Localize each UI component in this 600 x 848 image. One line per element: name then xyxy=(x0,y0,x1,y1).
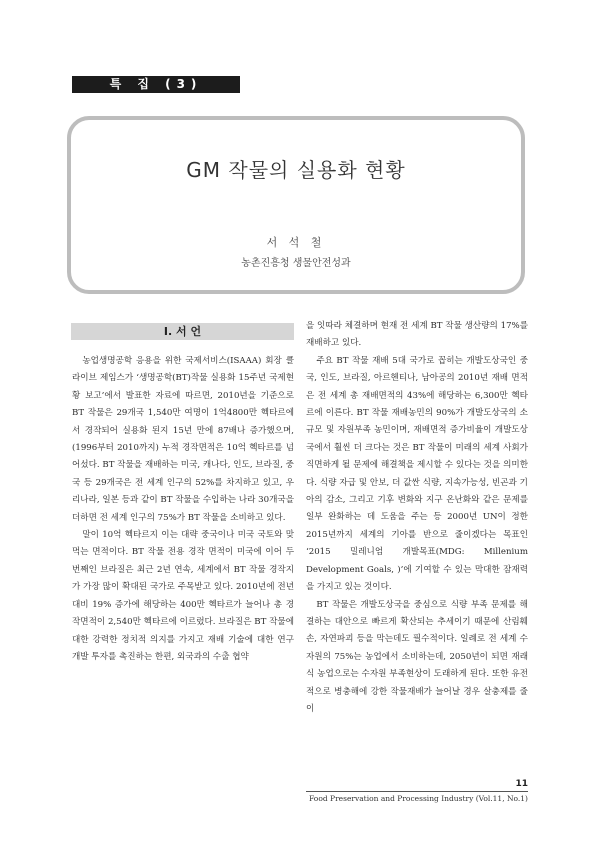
paragraph: 주요 BT 작물 재배 5대 국가로 꼽히는 개발도상국인 중국, 인도, 브라질, 아르헨티나, 남아공의 2010년 재배 면적은 전 세계 총 재배면적의 43%에 해당하는 6,300만 헥타르에 이른다. BT 작물 재배농민의 90%가 개발도상국의 소규모 및 자원부족 농민이며, 재배면적 증가비율이 개발도상국에서 훨씬 더 크다는 것은 BT 작물이 미래의 세계 사회가 직면하게 될 문제에 해결책을 제시할 수 있다는 것을 의미한다. 식량 자급 및 안보, 더 값싼 식량, 지속가능성, 빈곤과 기아의 감소, 그리고 기후 변화와 지구 온난화와 같은 문제를 일부 완화하는 데 도움을 주는 등 2000년 UN이 정한 2015년까지 세계의 기아를 반으로 줄이겠다는 목표인 ‘2015 밀레니엄 개발목표(MDG: Millenium Development Goals, )’에 기여할 수 있는 막대한 잠재력을 가지고 있는 것이다. xyxy=(306,355,528,593)
article-title: GM 작물의 실용화 현황 xyxy=(186,158,406,182)
paragraph: BT 작물은 개발도상국을 중심으로 식량 부족 문제를 해결하는 대안으로 빠르게 확산되는 추세이기 때문에 산림훼손, 자연파괴 등을 막는데도 필수적이다. 일례로 전 세계 수자원의 75%는 농업에서 소비하는데, 2050년이 되면 재래식 농업으로는 수자원 부족현상이 도래하게 된다. 또한 유전적으로 병충해에 강한 작물재배가 늘어날 경우 살충제를 줄이 xyxy=(306,599,528,714)
feature-banner: 특 집 (3) xyxy=(72,76,240,93)
journal-footer: Food Preservation and Processing Industry (Vol.11, No.1) xyxy=(309,794,528,803)
left-text-column xyxy=(72,353,294,666)
paragraph: 농업생명공학 응용을 위한 국제서비스(ISAAA) 회장 클라이브 제임스가 ‘생명공학(BT)작물 실용화 15주년 국제현황 보고’에서 발표한 자료에 따르면, 2010년을 기준으로 BT 작물은 29개국 1,540만 여명이 1억4800만 헥타르에서 경작되어 실용화 된지 15년 만에 87배나 증가했으며, (1996부터 2010까지) 누적 경작면적은 10억 헥타르를 넘어섰다. BT 작물을 재배하는 미국, 캐나다, 인도, 브라질, 중국 등 29개국은 전 세계 인구의 52%를 차지하고 있고, 우리나라, 일본 등과 같이 BT 작물을 수입하는 나라 30개국을 더하면 전 세계 인구의 75%가 BT 작물을 소비하고 있다. xyxy=(72,356,294,523)
page-number: 11 xyxy=(515,779,528,789)
author-affiliation: 농촌진흥청 생물안전성과 xyxy=(241,258,351,269)
right-text-column xyxy=(306,318,528,718)
paragraph: 말이 10억 헥타르지 이는 대략 중국이나 미국 국토와 맞먹는 면적이다. BT 작물 전용 경작 면적이 미국에 이어 두 번째인 브라질은 최근 2년 연속, 세계에서 BT 작물 경작지가 가장 많이 확대된 국가로 주목받고 있다. 2010년에 전년 대비 19% 증가에 해당하는 400만 헥타르가 늘어나 총 경작면적이 2,540만 헥타르에 이르렀다. 브라질은 BT 작물에 대한 강력한 정치적 의지를 가지고 재배 기술에 대한 연구 개발 투자를 촉진하는 한편, 외국과의 수출 협약 xyxy=(72,530,294,662)
paragraph: 을 잇따라 체결하며 현재 전 세계 BT 작물 생산량의 17%를 재배하고 있다. xyxy=(306,321,528,349)
title-box xyxy=(67,116,525,294)
footer-divider xyxy=(306,791,528,792)
section-heading-introduction: Ⅰ. 서 언 xyxy=(71,323,294,340)
author-name: 서 석 철 xyxy=(266,236,326,249)
